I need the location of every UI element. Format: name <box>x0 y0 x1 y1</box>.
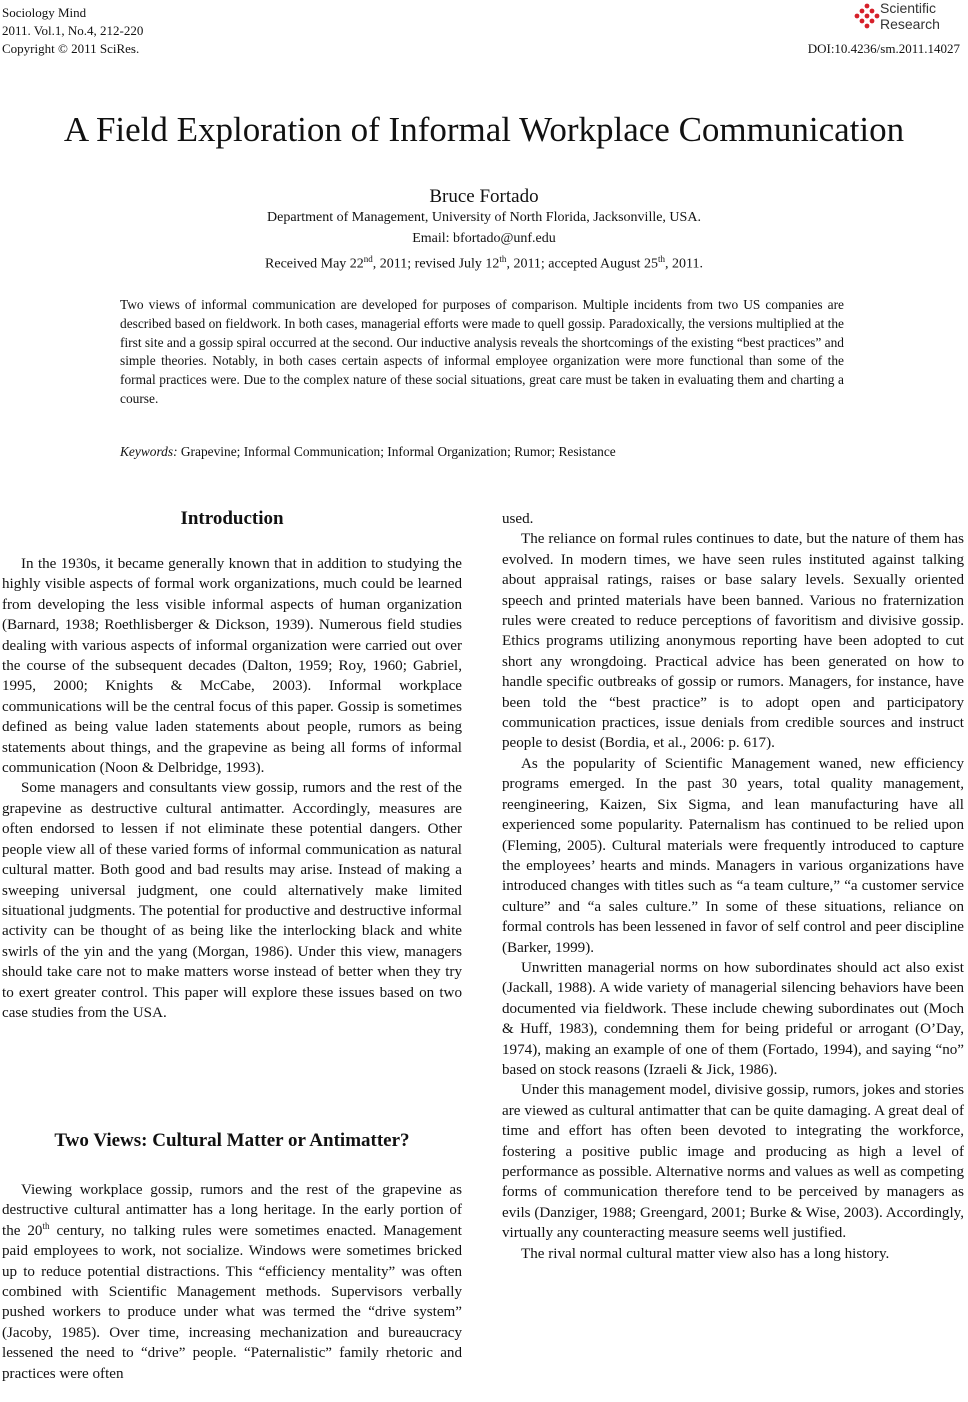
journal-header <box>2 4 143 58</box>
intro-paragraph-1: In the 1930s, it became generally known that in addition to studying the highly visible aspects of formal work organizations, much could be learned from developing the less visible informal aspects of human organization (Barnard, 1938; Roethlisberger & Dickson, 1939). Numerous field studies dealing with various aspects of informal organization were carried out over the course of the subsequent decades (Dalton, 1959; Roy, 1960; Gabriel, 1995, 2000; Knights & McCabe, 2003). Informal workplace communications will be the central focus of this paper. Gossip is sometimes defined as being value laden statements about people, rumors as being statements about things, and the grapevine as being all forms of informal communication (Noon & Delbridge, 1993). <box>2 556 462 777</box>
logo-wordmark <box>880 0 940 32</box>
received-text: Received May 22 <box>265 256 364 272</box>
doi: DOI:10.4236/sm.2011.14027 <box>807 41 960 56</box>
right-paragraph-5: The rival normal cultural matter view also has a long history. <box>521 1245 890 1262</box>
accepted-year: , 2011. <box>664 256 703 272</box>
journal-name: Sociology Mind <box>2 5 87 20</box>
scirp-logo-icon <box>854 2 880 30</box>
keywords-label: Keywords: <box>120 444 178 459</box>
publisher-logo <box>854 0 962 36</box>
right-paragraph-2: As the popularity of Scientific Management waned, new efficiency programs emerged. In the past 30 years, total quality management, reengineering, Kaizen, Six Sigma, and lean manufacturing have all experienced some popularity. Paternalism has continued to be relied upon (Fleming, 2005). Cultural materials were frequently introduced to capture the employees’ hearts and minds. Managers in various organizations have introduced changes with titles such as “a team culture,” “a customer service culture” and “a sales culture.” In some of these situations, reliance on formal controls has been lessened in favor of self control and peer discipline (Barker, 1999). <box>502 755 964 956</box>
revised-text: , 2011; revised July 12 <box>372 256 500 272</box>
two-views-section <box>2 1180 462 1384</box>
two-views-paragraph-1 <box>2 1180 462 1384</box>
affiliation: Department of Management, University of North Florida, Jacksonville, USA. <box>267 210 701 225</box>
intro-paragraph-2: Some managers and consultants view gossip, rumors and the rest of the grapevine as destructive cultural antimatter. Accordingly, measures are often endorsed to lessen if not eliminate these potential dangers. Other people view all of these varied forms of informal communication as natural cultural matter. Both good and bad results may arise. Instead of making a sweeping universal judgment, one could alternatively make limited situational judgments. The potential for productive and destructive informal activity can be thought of as being like the interlocking black and white swirls of the yin and the yang (Morgan, 1986). Under this view, managers should take care not to make matters worse instead of better when they try to exert greater control. This paper will explore these issues based on two case studies from the USA. <box>2 780 462 1021</box>
two-views-heading: Two Views: Cultural Matter or Antimatter? <box>54 1130 410 1151</box>
right-paragraph-3: Unwritten managerial norms on how subordinates should act also exist (Jackall, 1988). A wide variety of managerial silencing behaviors have been documented via fieldwork. These include chewing subordinates out (Moch & Huff, 1983), condemning them for being prideful or arrogant (O’Day, 1974), making an example of one of them (Fortado, 1994), and saying “no” based on stock reasons (Izraeli & Jick, 1986). <box>502 959 964 1078</box>
keywords-list: Grapevine; Informal Communication; Informal Organization; Rumor; Resistance <box>180 444 616 459</box>
intro-section <box>2 554 462 1023</box>
revised-sup: th <box>499 254 507 264</box>
abstract: Two views of informal communication are developed for purposes of comparison. Multiple incidents from two US companies are described based on fieldwork. In both cases, managerial efforts were made to quell gossip. Paradoxically, the versions multiplied at the first site and a gossip spiral occurred at the second. Our inductive analysis reveals the shortcomings of the existing “best practices” and simple theories. Notably, in both cases certain aspects of informal employee organization were more functional than some of the formal practices were. Due to the complex nature of these social situations, great care must be taken in evaluating them and charting a course. <box>120 297 844 406</box>
right-paragraph-4: Under this management model, divisive gossip, rumors, jokes and stories are viewed as cultural antimatter that can be quite damaging. A great deal of time and effort has often been devoted to integrating the workforce, fostering a positive public image and producing as high a level of performance as possible. Alternative norms and values as well as competing forms of communication therefore tend to be perceived by managers as evils (Danziger, 1988; Greengard, 2001; Burke & Wise, 2003). Accordingly, virtually any counteracting measure seems well justified. <box>502 1082 964 1242</box>
intro-heading: Introduction <box>180 508 284 529</box>
copyright-line: Copyright © 2011 SciRes. <box>2 41 140 56</box>
logo-line-1: Scientific <box>880 0 937 16</box>
author-name: Bruce Fortado <box>429 186 539 207</box>
article-title: A Field Exploration of Informal Workplace Communication <box>63 110 905 149</box>
right-paragraph-1: The reliance on formal rules continues to date, but the nature of them has evolved. In modern times, we have seen rules instituted against talking about appraisal ratings, raises or base salary levels. Sexually oriented speech and printed materials have been banned. Various no fraternization rules were created to reduce perceptions of favoritism and divisive gossip. Ethics programs utilizing anonymous reporting have been adopted to cut short any wrongdoing. Practical advice has been generated on how to handle specific outbreaks of gossip or rumors. Managers, for instance, have been told the “best practice” is to adopt open and participatory communication practices, issue denials from credible sources and instruct people to desist (Bordia, et al., 2006: p. 617). <box>502 531 964 752</box>
keywords <box>120 443 844 461</box>
logo-line-2: Research <box>880 16 940 32</box>
received-dates <box>0 250 968 274</box>
right-paragraph-0: used. <box>502 511 534 527</box>
journal-volume: 2011. Vol.1, No.4, 212-220 <box>2 23 144 38</box>
accepted-text: , 2011; accepted August 25 <box>506 256 658 272</box>
tv-p1-sup: th <box>42 1220 50 1231</box>
right-column <box>502 509 964 1264</box>
tv-p1-rest: century, no talking rules were sometimes enacted. Management paid employees to work, not socialize. Windows were sometimes bricked up to reduce potential distractions. This “efficiency mentality” was often combined with Scientific Management methods. Supervisors verbally pushed workers to produce under what was termed the “drive system” (Jacoby, 1985). Over time, increasing mechanization and bureaucracy lessened the need to “drive” people. “Paternalistic” family rhetoric and practices were often <box>2 1222 462 1382</box>
accepted-sup: th <box>657 254 665 264</box>
author-email: Email: bfortado@unf.edu <box>412 231 556 246</box>
tv-p1-start: Viewing workplace gossip, rumors and the rest of the grapevine as destructive cultural antimatter has a long heritage. In the early portion of the 20 <box>2 1182 462 1239</box>
received-sup: nd <box>363 254 373 264</box>
